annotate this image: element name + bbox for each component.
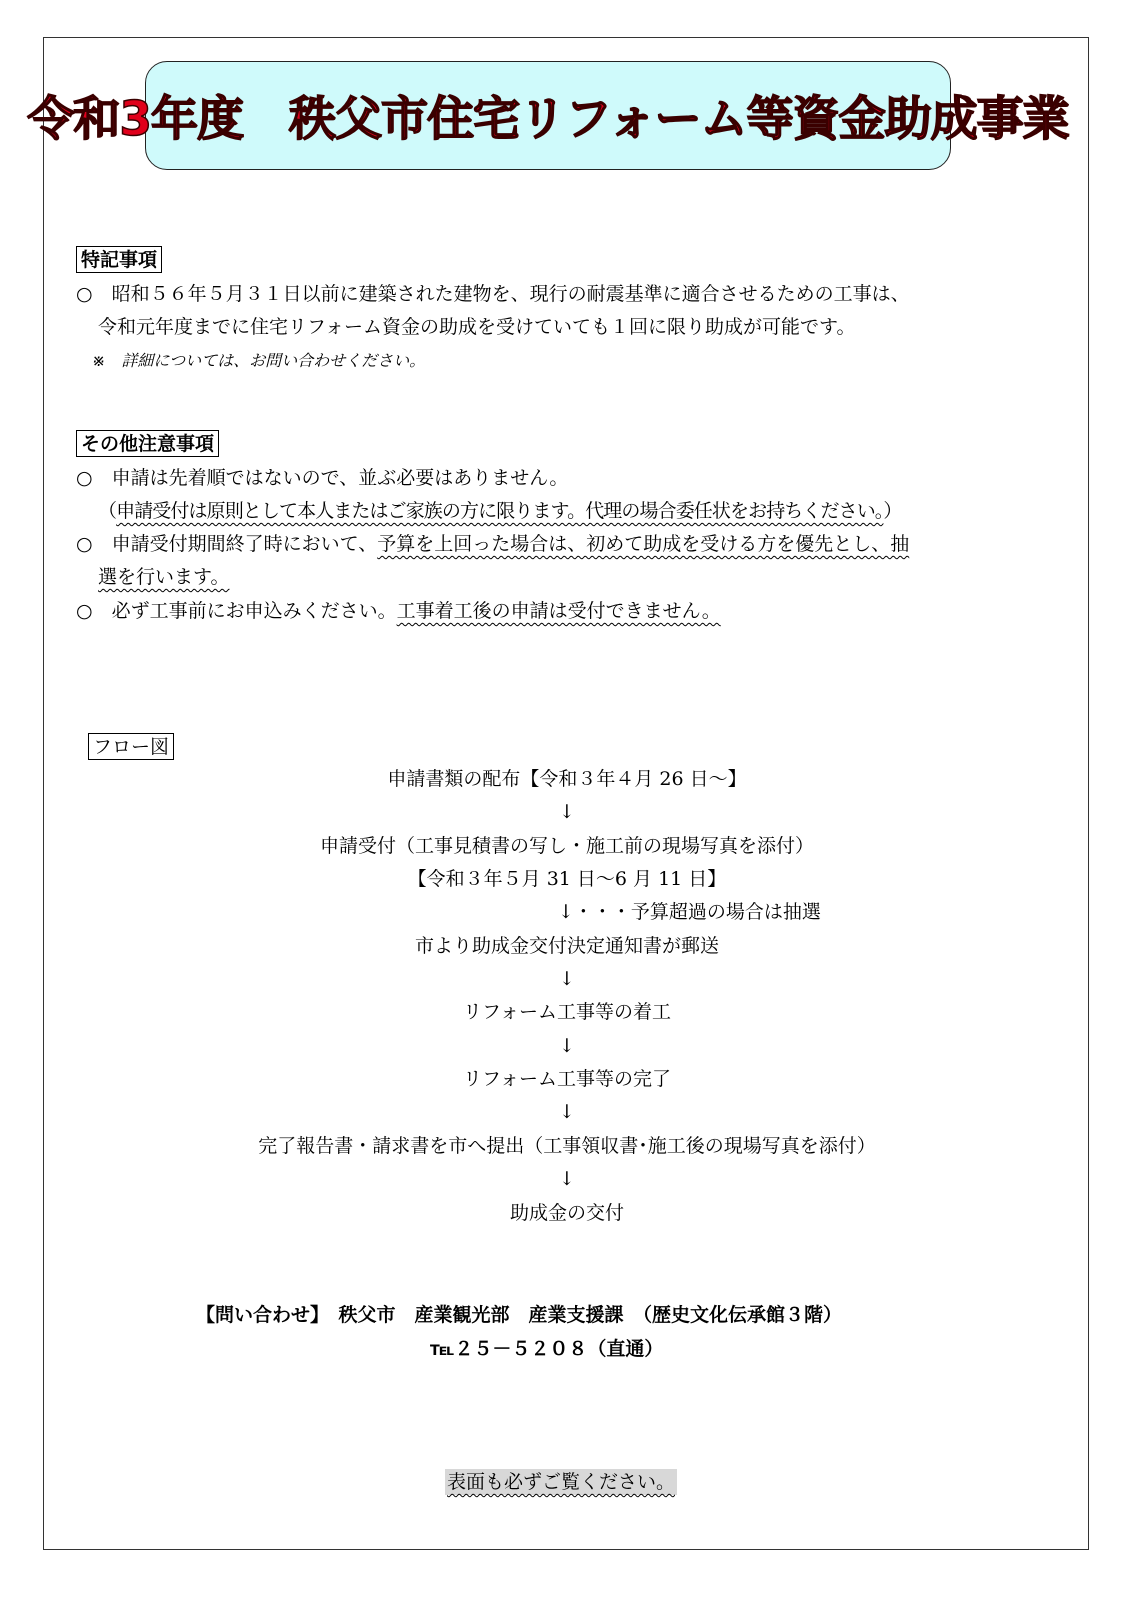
- special-notes-heading: 特記事項: [76, 246, 162, 273]
- flow-step-report: 完了報告書・請求書を市へ提出（工事領収書･施工後の現場写真を添付）: [258, 1135, 876, 1157]
- other-notes-item-2: [76, 531, 909, 557]
- flow-step-application: 申請受付（工事見積書の写し・施工前の現場写真を添付）: [319, 835, 814, 857]
- other-notes-item-2-cont: [98, 564, 229, 590]
- special-notes-remark: ※ 詳細については、お問い合わせください。: [92, 351, 426, 370]
- other-notes-item-1: ○ 申請は先着順ではないので、並ぶ必要はありません。: [76, 467, 569, 489]
- lottery-notice: 予算を上回った場合は、初めて助成を受ける方を優先とし、抽: [377, 533, 910, 555]
- other-notes-item-1-sub: [98, 498, 902, 524]
- flow-step-payment: 助成金の交付: [509, 1202, 624, 1224]
- special-notes-line-1: ○ 昭和５６年５月３１日以前に建築された建物を、現行の耐震基準に適合させるための工事は、: [76, 283, 910, 305]
- footer-note: 表面も必ずご覧ください。: [447, 1471, 676, 1493]
- flow-arrow: ↓: [559, 968, 575, 990]
- flow-arrow: ↓: [559, 1035, 575, 1057]
- contact-info: 【問い合わせ】 秩父市 産業観光部 産業支援課 （歴史文化伝承館３階）: [196, 1304, 843, 1326]
- paren-open: （: [98, 500, 117, 522]
- flow-step-construction-complete: リフォーム工事等の完了: [462, 1068, 672, 1090]
- lottery-notice-cont: 選を行います。: [98, 566, 230, 588]
- after-construction-notice: 工事着工後の申請は受付できません。: [396, 600, 721, 622]
- flow-arrow: ↓: [559, 1168, 575, 1190]
- document-page: [27, 37, 1089, 1550]
- flow-step-construction-start: リフォーム工事等の着工: [462, 1001, 672, 1023]
- flow-step-application-dates: 【令和３年５月 31 日～6 月 11 日】: [407, 868, 727, 890]
- item-2-prefix: ○ 申請受付期間終了時において、: [76, 533, 378, 555]
- item-3-prefix: ○ 必ず工事前にお申込みください。: [76, 600, 397, 622]
- special-notes-line-2: 令和元年度までに住宅リフォーム資金の助成を受けていても１回に限り助成が可能です。: [98, 316, 856, 338]
- other-notes-item-3: [76, 598, 721, 624]
- title-banner: [27, 61, 1069, 170]
- flow-step-distribution: 申請書類の配布【令和３年４月 26 日～】: [387, 768, 747, 790]
- flow-step-notification: 市より助成金交付決定通知書が郵送: [414, 935, 719, 957]
- paren-close: ）: [883, 500, 902, 522]
- flow-arrow: ↓: [559, 801, 575, 823]
- other-notes-heading: その他注意事項: [76, 430, 219, 457]
- contact-phone: ℡２５－５２０８（直通）: [430, 1338, 664, 1360]
- flow-lottery-note: ↓・・・予算超過の場合は抽選: [558, 901, 821, 923]
- proxy-notice: 申請受付は原則として本人またはご家族の方に限ります。代理の場合委任状をお持ちください。: [116, 500, 884, 522]
- flow-arrow: ↓: [559, 1101, 575, 1123]
- page-title: 令和3年度 秩父市住宅リフォーム等資金助成事業: [27, 92, 1069, 147]
- flow-heading: フロー図: [88, 733, 174, 760]
